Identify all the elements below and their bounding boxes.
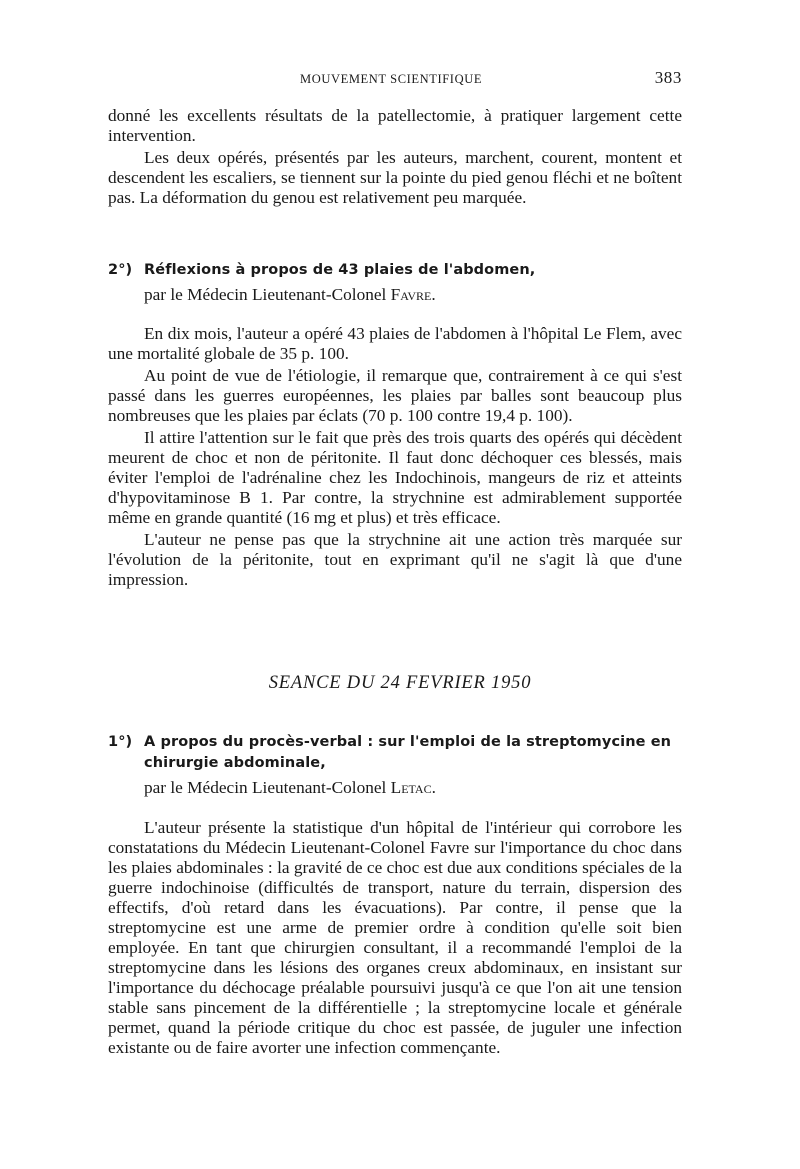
paragraph: En dix mois, l'auteur a opéré 43 plaies de l'abdomen à l'hôpital Le Flem, avec une mortalité globale de 35 p. 100. xyxy=(108,324,682,363)
paragraph: donné les excellents résultats de la patellectomie, à pratiquer largement cette intervention. xyxy=(108,106,682,145)
section-heading xyxy=(108,260,682,281)
section-number: 2°) xyxy=(108,262,133,278)
paragraph: Les deux opérés, présentés par les auteurs, marchent, courent, montent et descendent les escaliers, se tiennent sur la pointe du pied genou fléchi et ne boîtent pas. La déformation du genou est relativement peu marquée. xyxy=(108,148,682,207)
paragraph: Il attire l'attention sur le fait que près des trois quarts des opérés qui décèdent meurent de choc et non de péritonite. Il faut donc déchoquer ces blessés, mais éviter l'emploi de l'adrénaline chez les Indochinois, mangeurs de riz et atteints d'hypovitaminose B 1. Par contre, la strychnine est admirablement supportée même en grande quantité (16 mg et plus) et très efficace. xyxy=(108,428,682,527)
section-title: A propos du procès-verbal : sur l'emploi de la streptomycine en xyxy=(144,734,672,750)
section-text xyxy=(108,818,682,1058)
paragraph: Au point de vue de l'étiologie, il remarque que, contrairement à ce qui s'est passé dans les guerres européennes, les plaies par balles sont beaucoup plus nombreuses que les plaies par éclats (70 p. 100 contre 19,4 p. 100). xyxy=(108,366,682,425)
author-byline xyxy=(144,778,436,798)
author-name: Favre. xyxy=(390,285,436,304)
running-header xyxy=(108,68,682,90)
paragraph: L'auteur ne pense pas que la strychnine ait une action très marquée sur l'évolution de la péritonite, tout en exprimant qu'il ne s'agit là que d'une impression. xyxy=(108,530,682,589)
section-title-continued: chirurgie abdominale, xyxy=(144,755,326,771)
section-number: 1°) xyxy=(108,734,133,750)
byline-prefix: par le Médecin Lieutenant-Colonel xyxy=(144,285,391,304)
author-name: Letac. xyxy=(390,778,436,797)
running-title: MOUVEMENT SCIENTIFIQUE xyxy=(300,72,483,86)
section-title: Réflexions à propos de 43 plaies de l'abdomen, xyxy=(144,262,536,278)
intro-text xyxy=(108,106,682,208)
page-number: 383 xyxy=(654,68,682,87)
byline-prefix: par le Médecin Lieutenant-Colonel xyxy=(144,778,391,797)
session-heading: SEANCE DU 24 FEVRIER 1950 xyxy=(268,673,532,693)
author-byline xyxy=(144,285,436,305)
section-heading xyxy=(108,732,682,774)
section-text xyxy=(108,324,682,590)
paragraph: L'auteur présente la statistique d'un hôpital de l'intérieur qui corrobore les constatations du Médecin Lieutenant-Colonel Favre sur l'importance du choc dans les plaies abdominales : la gravité de ce choc est due aux conditions spéciales de la guerre indochinoise (difficultés de transport, nature du terrain, dispersion des effectifs, d'où retard dans les évacuations). Par contre, il pense que la streptomycine est une arme de premier ordre à condition qu'elle soit bien employée. En tant que chirurgien consultant, il a recommandé l'emploi de la streptomycine dans les lésions des organes creux abdominaux, en insistant sur l'importance du déchocage préalable poursuivi jusqu'à ce que l'on ait une tension stable sans pincement de la différentielle ; la streptomycine locale et générale permet, quand la période critique du choc est passée, de juguler une infection existante ou de faire avorter une infection commençante. xyxy=(108,818,682,1057)
